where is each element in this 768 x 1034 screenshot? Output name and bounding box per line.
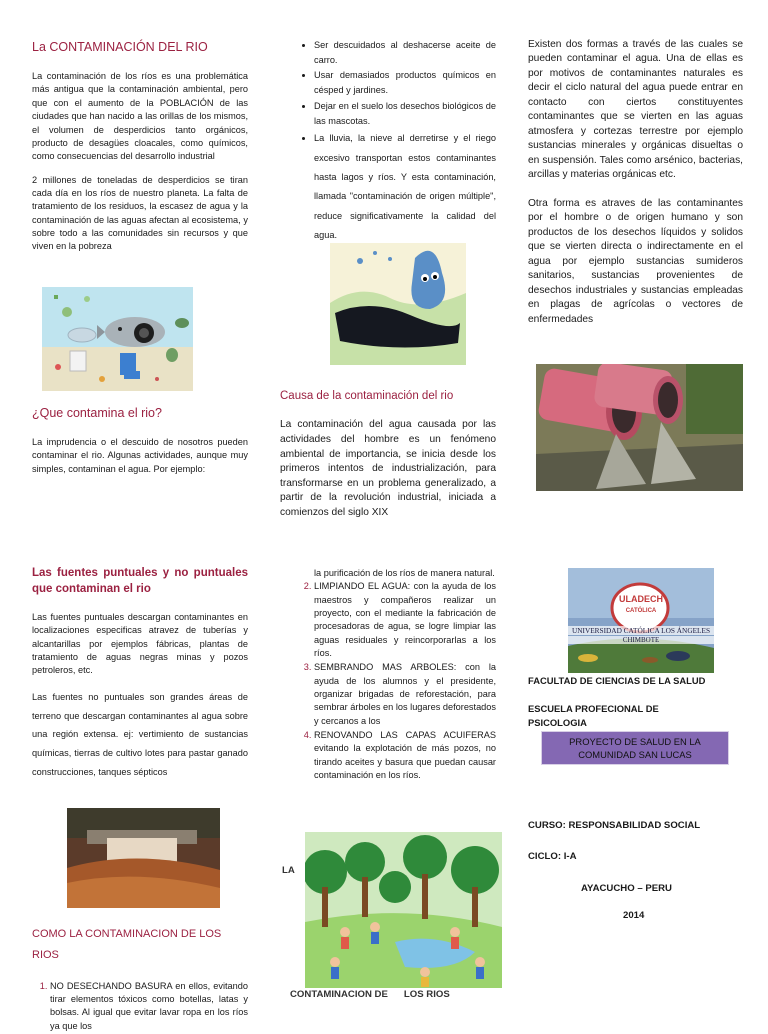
column-2-cause <box>280 388 496 530</box>
year-label: 2014 <box>623 910 645 921</box>
how-list-continued <box>296 580 496 782</box>
intro-paragraph: La contaminación de los ríos es una problemática más antigua que la contaminación ambiental, pero que con el aumento de la POBLACIÓN de las ciudades que han nacido a las orillas de los mismos, el volumen de desperdicios tanto orgánicos, producto de desagües cloacales, como químicos, como consecuencias del desarrollo industrial <box>32 71 248 162</box>
column-2-bottom <box>296 567 496 784</box>
university-logo-banner <box>568 568 714 673</box>
drainage-pipes-photo <box>536 364 743 491</box>
list-item: 2. LIMPIANDO EL AGUA: con la ayuda de los maestros y compañeros realizar un proyecto, con el mediante la fabricación de procesadoras de agua, se logre limpiar las aguas residuales y reincorporarlas a los ríos. <box>314 580 496 660</box>
continuation-text: la purificación de los ríos de manera natural. <box>314 568 495 578</box>
list-item: • Ser descuidados al deshacerse aceite de carro. <box>314 38 496 67</box>
waste-paragraph: 2 millones de toneladas de desperdicios se tiran cada día en los ríos de nuestro planeta. La falta de tratamiento de los residuos, la escasez de agua y la contaminación de las aguas afectan al ecosistema, y sobre todo a las comunidades sin recursos y que viven en la pobreza <box>32 174 248 252</box>
column-1-how <box>32 924 248 1034</box>
logo-wordmark: ULADECH <box>619 594 663 604</box>
column-1-top <box>32 38 248 264</box>
cause-text: La contaminación del agua causada por las actividades del hombre es un fenómeno ambiental de importancia, se inicia desde los primeros intentos de industrialización, para transformarse en un problema generalizado, a partir de la revolución industrial, iniciada a comienzos del siglo XIX <box>280 419 496 518</box>
oil-spill-illustration <box>330 243 466 365</box>
illustration-caption: CONTAMINACION DE LOS RIOS <box>290 989 450 1000</box>
pollution-examples-list <box>296 38 496 245</box>
list-item: 4. RENOVANDO LAS CAPAS ACUIFERAS evitando la explotación de más pozos, no tirando aceites y basura que puedan causar contaminación en los ríos. <box>314 729 496 782</box>
list-item: • La lluvia, la nieve al derretirse y el riego excesivo transportan estos contaminantes hasta lagos y ríos. Y esta contaminación, llamada "contaminación de origen múltiple", reduce significativamente la calidad del agua. <box>314 129 496 245</box>
question-title: ¿Que contamina el rio? <box>32 406 162 420</box>
la-label: LA <box>282 865 295 876</box>
cause-title: Causa de la contaminación del rio <box>280 390 454 402</box>
university-name: UNIVERSIDAD CATÓLICA LOS ÁNGELES <box>568 626 714 635</box>
column-3-top <box>528 38 743 337</box>
list-item: • Usar demasiados productos químicos en césped y jardines. <box>314 68 496 97</box>
nonpoint-sources-text: Las fuentes no puntuales son grandes áreas de terreno que descargan contaminantes al agua sobre una región extensa. ej: vertimiento de sustancias químicas, tierras de cultivo lotes para pastar ganado construcciones, tanques sépticos <box>32 691 248 778</box>
list-item: 1. NO DESECHANDO BASURA en ellos, evitando tirar elementos tóxicos como botellas, latas y bolsas. Al igual que evitar lavar ropa en los ríos ya que los <box>50 980 248 1033</box>
main-title: La CONTAMINACIÓN DEL RIO <box>32 40 208 54</box>
sources-title: Las fuentes puntuales y no puntuales que contaminan el rio <box>32 567 248 595</box>
list-item: 3. SEMBRANDO MAS ARBOLES: con la ayuda de los alumnos y el presidente, organizar brigadas de reforestación, para sembrar árboles en los lugares deforestados y cercanos a los <box>314 661 496 728</box>
location-label: AYACUCHO – PERU <box>581 883 672 894</box>
school-name: ESCUELA PROFECIONAL DE PSICOLOGIA <box>528 703 659 728</box>
logo-city: CHIMBOTE <box>568 636 714 644</box>
logo-subtitle: CATÓLICA <box>625 608 657 614</box>
natural-pollution-text: Existen dos formas a través de las cuales se pueden contaminar el agua. Una de ellas es por motivos de contaminantes naturales es decir el ciclo natural del agua puede entrar en contacto con ciertos constituyentes contaminantes que se vierten en las aguas atmosfera y cortezas terrestre por ejemplo sustancias minerales y orgánicas disueltas o en suspensión. Tales como arsénico, bacterias, arcillas y materias orgánicas etc. <box>528 39 743 181</box>
question-text: La imprudencia o el descuido de nosotros pueden contaminar el rio. Algunas actividades, aunque muy simples, contaminan el agua. Por ejemplo: <box>32 437 248 474</box>
human-pollution-text: Otra forma es atraves de las contaminantes por el hombre o de origen humano y son productos de los desechos líquidos y solidos que se vierten directa o indirectamente en el agua por ejemplo sustancias sumideros sanitarios, sustancias provenientes de desechos industriales y sustancias empleadas en plagas de agrícolas o vectores de enfermedades <box>528 197 743 325</box>
faculty-name: FACULTAD DE CIENCIAS DE LA SALUD <box>528 675 706 686</box>
column-1-question <box>32 404 248 486</box>
how-title: COMO LA CONTAMINACION DE LOS RIOS <box>32 928 222 961</box>
column-1-bottom <box>32 566 248 792</box>
cycle-label: CICLO: I-A <box>528 851 577 862</box>
how-list-start <box>32 980 248 1033</box>
dam-pollution-photo <box>67 808 220 908</box>
project-title: PROYECTO DE SALUD EN LA COMUNIDAD SAN LUCAS <box>569 735 701 760</box>
children-forest-illustration <box>305 832 502 988</box>
polluted-water-illustration <box>42 287 193 391</box>
project-box <box>541 731 729 765</box>
column-2-top <box>296 38 496 246</box>
point-sources-text: Las fuentes puntuales descargan contaminantes en localizaciones especificas atravez de tuberías y alcantarillas por ejemplos fábricas, plantas de tratamiento de aguas negras minas y pozos petroleros, etc. <box>32 612 248 676</box>
list-item: • Dejar en el suelo los desechos biológicos de las mascotas. <box>314 99 496 128</box>
course-label: CURSO: RESPONSABILIDAD SOCIAL <box>528 820 701 831</box>
